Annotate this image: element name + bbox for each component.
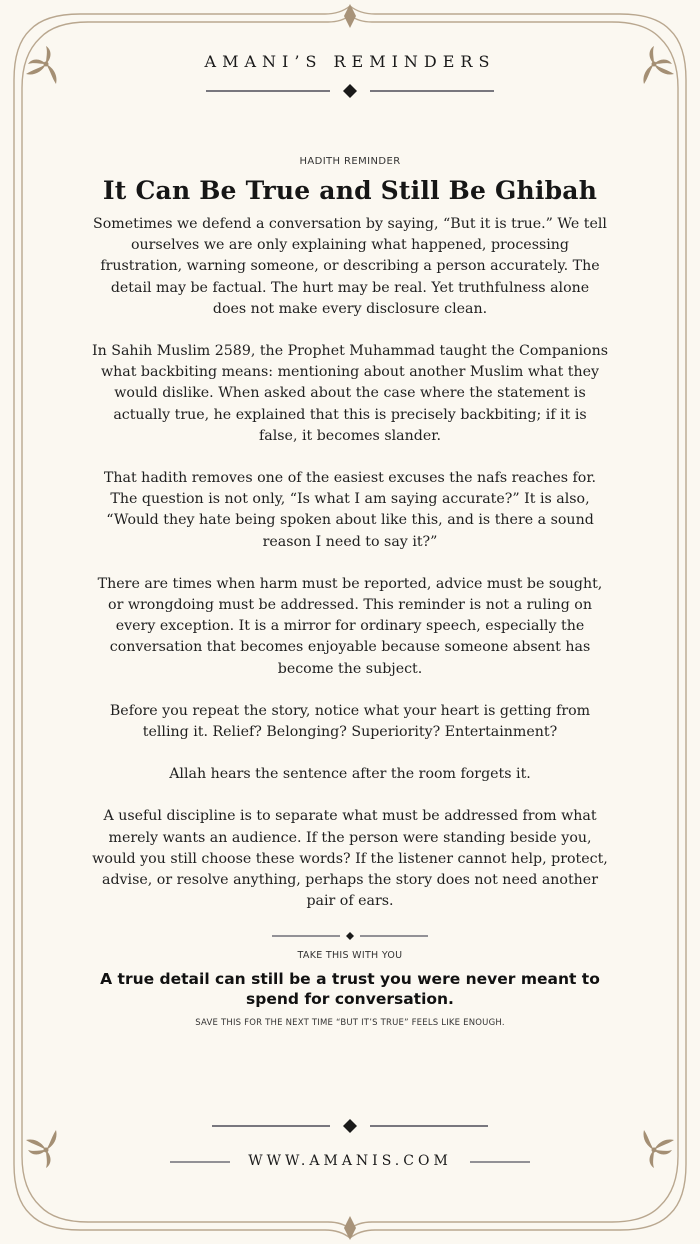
diamond-icon (343, 84, 357, 98)
brand-title: AMANI’S REMINDERS (204, 52, 496, 71)
paragraph: In Sahih Muslim 2589, the Prophet Muhammad taught the Companions what backbiting means: mentioning about another Muslim what they would dislike. When asked about the case where the statement is actually true, he explained that this is precisely backbiting; if it is false, it becomes slander. (92, 343, 609, 444)
paragraph: Allah hears the sentence after the room forgets it. (169, 766, 531, 783)
bottom-frame-ornament (344, 1216, 356, 1240)
save-note: SAVE THIS FOR THE NEXT TIME “BUT IT’S TRUE” FEELS LIKE ENOUGH. (195, 1018, 505, 1028)
website-link[interactable]: WWW.AMANIS.COM (248, 1153, 452, 1169)
diamond-icon (343, 1119, 357, 1133)
paragraph: That hadith removes one of the easiest excuses the nafs reaches for. The question is not only, “Is what I am saying accurate?” It is also, “Would they hate being spoken about like this, and is there a sound reason I need to say it?” (103, 470, 597, 550)
header-divider (206, 84, 494, 98)
top-frame-ornament (344, 4, 356, 28)
article-body (92, 214, 608, 933)
article-title: It Can Be True and Still Be Ghibah (102, 176, 598, 205)
paragraph: Before you repeat the story, notice what your heart is getting from telling it. Relief? Belonging? Superiority? Entertainment? (109, 702, 591, 741)
article-kicker: HADITH REMINDER (299, 156, 401, 167)
paragraph: Sometimes we defend a conversation by saying, “But it is true.” We tell ourselves we are only explaining what happened, processing frustration, warning someone, or describing a person accurately. The detail may be factual. The hurt may be real. Yet truthfulness alone does not make every disclosure clean. (93, 216, 607, 317)
paragraph: There are times when harm must be reported, advice must be sought, or wrongdoing must be addressed. This reminder is not a ruling on every exception. It is a mirror for ordinary speech, especially the conversation that becomes enjoyable because someone absent has become the subject. (97, 575, 603, 677)
takeaway-label: TAKE THIS WITH YOU (297, 950, 403, 961)
paragraph: A useful discipline is to separate what must be addressed from what merely wants an audience. If the person were standing beside you, would you still choose these words? If the listener cannot help, protect, advise, or resolve anything, perhaps the story does not need another pair of ears. (92, 808, 608, 910)
takeaway-quote: A true detail can still be a trust you were never meant to spend for conversation. (100, 970, 600, 1008)
